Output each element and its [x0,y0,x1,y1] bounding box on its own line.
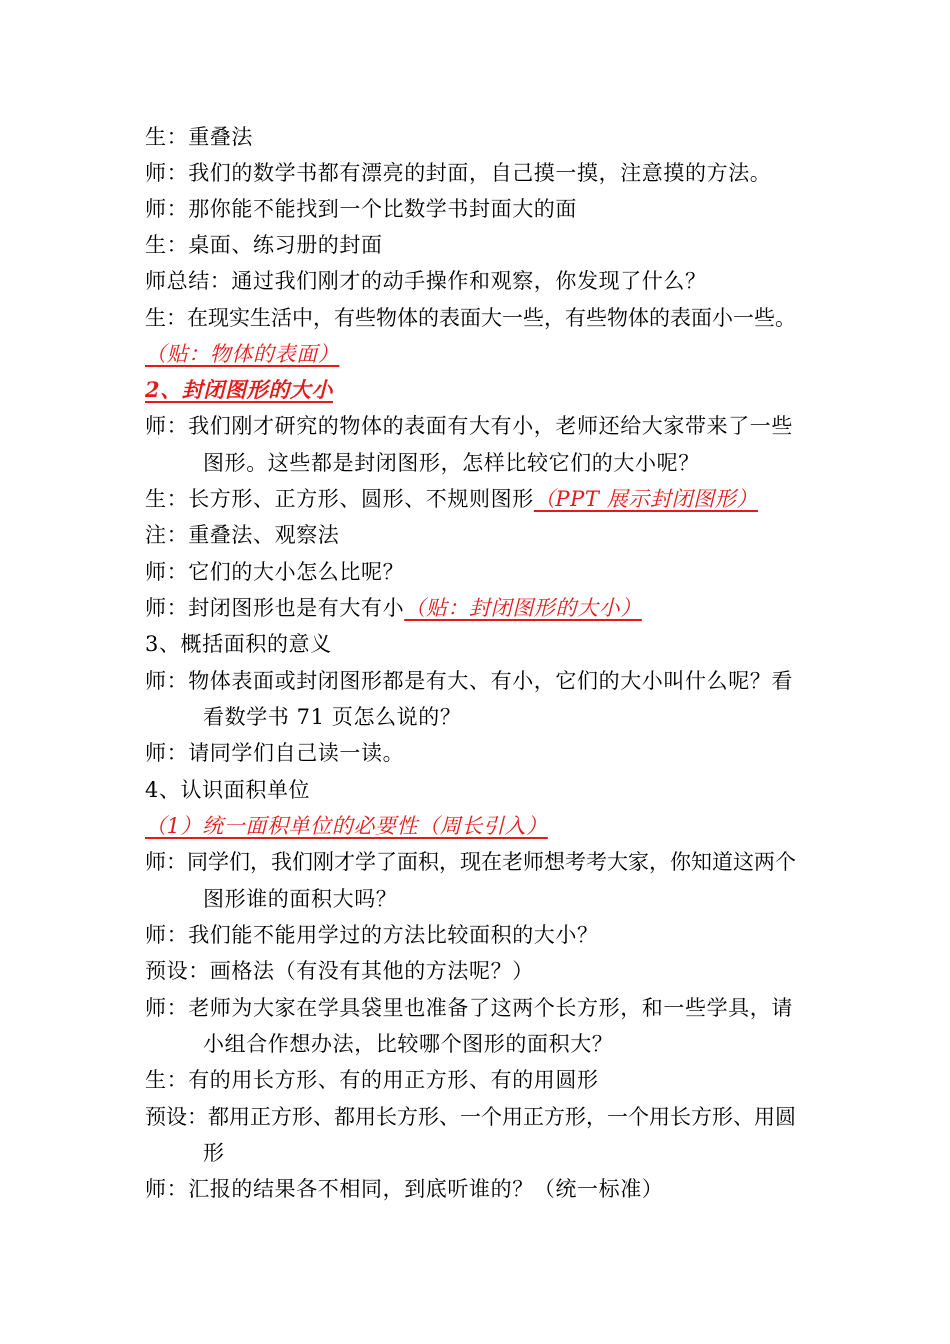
text-line: 师：汇报的结果各不相同，到底听谁的？（统一标准） [145,1177,664,1201]
text-line: 预设：画格法（有没有其他的方法呢？） [145,959,534,983]
text-line [145,485,815,513]
line-text: 生：长方形、正方形、圆形、不规则图形 [145,487,534,511]
text-line: 生：桌面、练习册的封面 [145,233,383,257]
text-line: 师：老师为大家在学具袋里也准备了这两个长方形，和一些学具，请 [145,996,793,1020]
text-line: 生：重叠法 [145,125,253,149]
red-annotation: （贴：物体的表面） [145,342,340,366]
text-line: 师：我们能不能用学过的方法比较面积的大小？ [145,923,599,947]
text-line: 师：那你能不能找到一个比数学书封面大的面 [145,197,577,221]
text-line: 注：重叠法、观察法 [145,523,340,547]
section-heading [145,376,815,404]
section-heading: 4、认识面积单位 [145,778,311,802]
red-annotation: （贴：封闭图形的大小） [404,596,642,620]
red-annotation: （1）统一面积单位的必要性（周长引入） [145,814,548,838]
text-line-continued: 形 [203,1141,225,1165]
annotation-line [145,340,815,368]
text-line: 师总结：通过我们刚才的动手操作和观察，你发现了什么？ [145,269,707,293]
section-heading: 3、概括面积的意义 [145,632,332,656]
red-annotation: （PPT 展示封闭图形） [533,487,758,511]
text-line: 预设：都用正方形、都用长方形、一个用正方形，一个用长方形、用圆 [145,1105,796,1129]
text-line [145,594,815,622]
text-line: 师：请同学们自己读一读。 [145,741,405,765]
text-line: 师：我们刚才研究的物体的表面有大有小，老师还给大家带来了一些 [145,414,793,438]
text-line: 师：物体表面或封闭图形都是有大、有小，它们的大小叫什么呢？看 [145,669,793,693]
text-line-continued: 图形谁的面积大吗？ [203,887,398,911]
text-line-continued: 小组合作想办法，比较哪个图形的面积大？ [203,1032,614,1056]
text-line-continued: 看数学书 71 页怎么说的？ [203,705,462,729]
text-line-continued: 图形。这些都是封闭图形，怎样比较它们的大小呢？ [203,451,700,475]
line-text: 师：封闭图形也是有大有小 [145,596,405,620]
annotation-line [145,812,815,840]
red-annotation: 2、封闭图形的大小 [145,377,334,402]
text-line: 师：我们的数学书都有漂亮的封面，自己摸一摸，注意摸的方法。 [145,161,772,185]
text-line: 师：它们的大小怎么比呢？ [145,560,405,584]
text-line: 生：在现实生活中，有些物体的表面大一些，有些物体的表面小一些。 [145,306,796,330]
text-line: 生：有的用长方形、有的用正方形、有的用圆形 [145,1068,599,1092]
text-line: 师：同学们，我们刚才学了面积，现在老师想考考大家，你知道这两个 [145,850,796,874]
